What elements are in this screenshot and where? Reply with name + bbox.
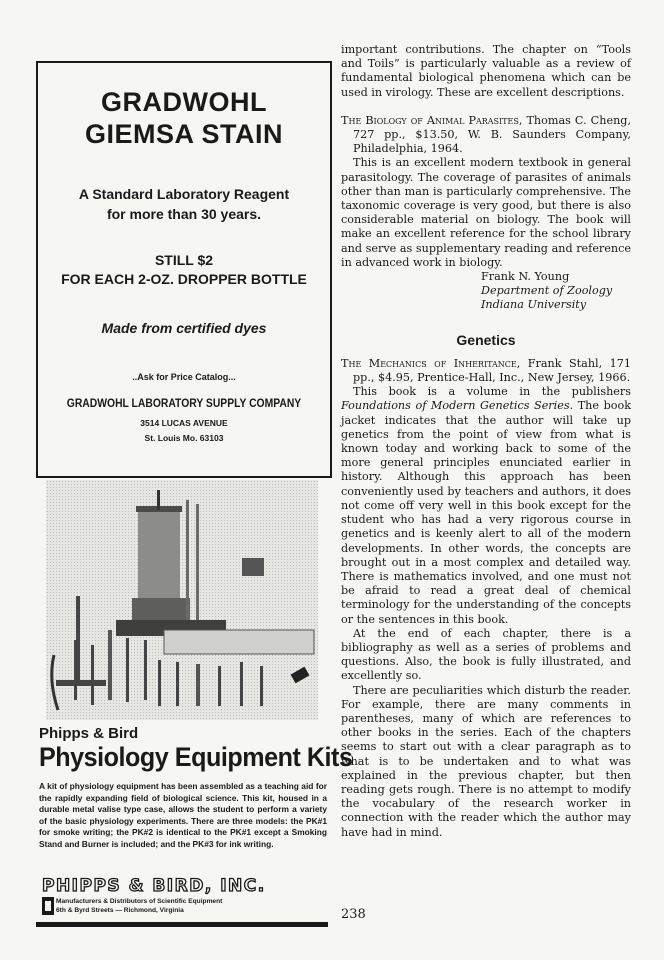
company-logo [42,876,322,896]
ad-street: 3514 LUCAS AVENUE [140,418,228,428]
ad-title-line1: GRADWOHL [101,87,267,117]
section-heading: Genetics [456,331,516,348]
review2-series: Foundations of Modern Genetics Series. [341,399,574,413]
review1-body: This is an excellent modern textbook in general parasitology. The coverage of parasites of animals other than man is particularly comprehensive. The taxonomic coverage is very good, but there is also considerable material on biology. The book will make an excellent reference for the school library and serve as supplementary reading and reference in advanced work in biology. [341,156,631,269]
review2-paragraph1 [341,385,631,626]
emblem-icon [42,897,54,915]
review1-entry [341,114,631,157]
ad-tagline-line2: for more than 30 years. [106,206,262,222]
reviewer-univ: Indiana University [481,298,587,312]
equipment-photo [46,480,318,720]
intro-paragraph: important contributions. The chapter on “Tools and Toils” is particularly valuable as a review of fundamental biological phenomena which can be used in virology. These are excellent descriptions. [341,43,631,99]
review-column [341,43,631,840]
review2-paragraph2: At the end of each chapter, there is a bibliography as well as a series of problems and questions. Also, the book is fully illustrated, and excellently so. [341,626,631,683]
ad-catalog: ..Ask for Price Catalog... [132,372,236,382]
ad-title-line2: GIEMSA STAIN [84,119,283,149]
ad-bottom-rule [36,922,328,927]
review1-citation: Thomas C. Cheng, 727 pp., $13.50, W. B. Saunders Company, Philadelphia, 1964. [353,113,631,156]
review2-entry [341,357,631,385]
ad-city: St. Louis Mo. 63103 [144,433,224,443]
kits-title: Physiology Equipment Kits [39,742,353,772]
review2-title: The Mechanics of Inheritance, [341,356,521,370]
review1-title: The Biology of Animal Parasites, [341,113,523,127]
mfr-line2: 6th & Byrd Streets — Richmond, Virginia [56,907,184,914]
phipps-bird-ad [36,474,353,934]
review2-paragraph3: There are peculiarities which disturb the reader. For example, there are many comments in parentheses, many of which are references to other books in the series. Each of the chapters seems to start out with a clear paragraph as to what is to be undertaken and to what was explained in the previous chapter, but then reading gets rough. There is no attempt to modify the vocabulary of the research worker in connection with the reader which the author may have had in mind. [341,683,631,839]
review2-p1-rest: The book jacket indicates that the author will take up genetics from the point of view from what is known today and working back to some of the more general principles enunciated earlier in history. Although this approach has been conveniently used by teachers and authors, it does not come off very well in this book except for the student who has had a very rigorous course in genetics and is keenly alert to all of the modern developments. In other words, the concepts are brought out in a most complex and detailed way. There is mathematics involved, and one must not be afraid to read a great deal of chemical terminology for the understanding of the concepts or the sentences in this book. [341,399,631,626]
page-number: 238 [341,907,366,922]
ad-tagline-line1: A Standard Laboratory Reagent [78,186,290,202]
mfr-line1: Manufacturers & Distributors of Scientific Equipment [56,898,223,905]
logo-text: PHIPPS & BIRD, INC. [42,876,266,896]
reviewer-name: Frank N. Young [481,270,570,284]
equipment-illustration [46,480,318,720]
kits-description: A kit of physiology equipment has been assembled as a teaching aid for the rapidly expanding field of biological science. This kit, housed in a durable metal valise type case, allows the student to perform a variety of the basic physiology experiments. There are three models: the PK#1 for smoke writing; the PK#2 is identical to the PK#1 except a Smoking Stand and Burner is included; and the PK#3 for ink writing. [39,781,327,849]
gradwohl-ad [36,61,332,478]
brand-label: Phipps & Bird [39,725,139,742]
ad-company: GRADWOHL LABORATORY SUPPLY COMPANY [66,398,302,410]
ad-price-line1: STILL $2 [154,252,214,268]
reviewer-dept: Department of Zoology [481,284,613,298]
ad-dyes: Made from certified dyes [101,320,267,336]
review2-citation: Frank Stahl, 171 pp., $4.95, Prentice-Hall, Inc., New Jersey, 1966. [353,356,631,385]
review2-p1-start: This book is a volume in the publishers [353,385,631,399]
ad-price-line2: FOR EACH 2-OZ. DROPPER BOTTLE [61,271,307,287]
